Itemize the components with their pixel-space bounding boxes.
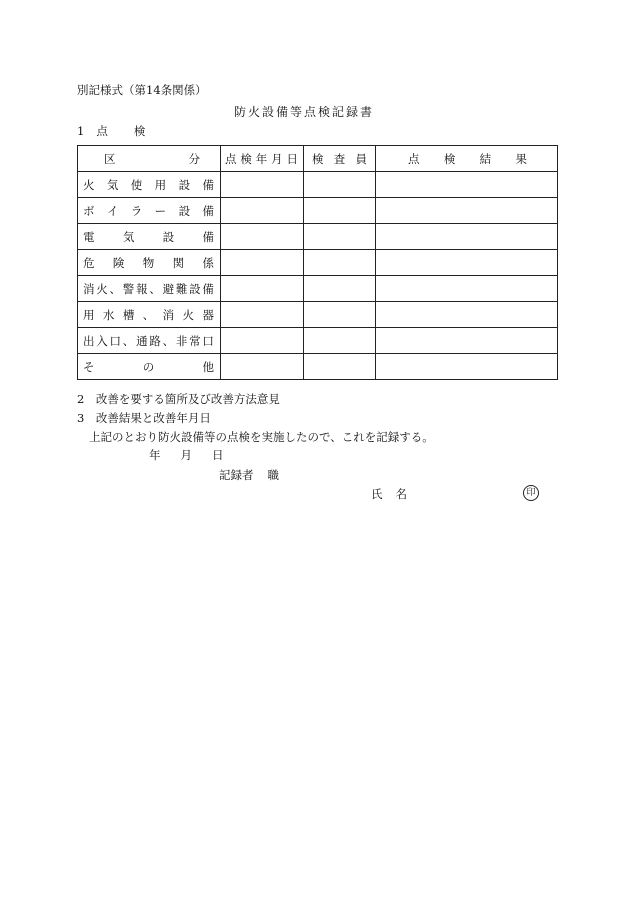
category-label: 消 火 、 警 報 、 避 難 設 備 [83, 281, 214, 296]
header-date-text: 点 検 年 月 日 [225, 151, 298, 166]
section-1-heading [77, 123, 171, 139]
result-cell[interactable] [376, 250, 558, 276]
section-2-heading: 2 改善を要する箇所及び改善方法意見 [77, 392, 280, 406]
category-label: 火 気 使 用 設 備 [83, 177, 214, 192]
date-cell[interactable] [221, 328, 304, 354]
category-cell [78, 276, 221, 302]
result-cell[interactable] [376, 224, 558, 250]
table-row [78, 328, 558, 354]
header-category-text: 区 分 [104, 151, 200, 166]
recorder-line [219, 467, 279, 483]
section-3-heading: 3 改善結果と改善年月日 [77, 411, 211, 425]
section-1-number: 1 [77, 124, 85, 138]
header-result-text: 点 検 結 果 [408, 151, 527, 166]
result-cell[interactable] [376, 328, 558, 354]
inspector-cell[interactable] [304, 328, 376, 354]
result-cell[interactable] [376, 302, 558, 328]
category-cell [78, 354, 221, 380]
category-label: ボ イ ラ ー 設 備 [83, 203, 214, 218]
result-cell[interactable] [376, 172, 558, 198]
table-row [78, 276, 558, 302]
header-result [376, 146, 558, 172]
category-cell [78, 224, 221, 250]
table-row [78, 198, 558, 224]
category-label: そ の 他 [83, 359, 214, 374]
table-header-row [78, 146, 558, 172]
inspector-cell[interactable] [304, 224, 376, 250]
table-row [78, 224, 558, 250]
inspector-cell[interactable] [304, 250, 376, 276]
table-row [78, 172, 558, 198]
form-label: 別記様式（第14条関係） [77, 83, 207, 97]
category-label: 電 気 設 備 [83, 229, 214, 244]
date-cell[interactable] [221, 302, 304, 328]
inspector-cell[interactable] [304, 172, 376, 198]
inspector-cell[interactable] [304, 354, 376, 380]
date-cell[interactable] [221, 198, 304, 224]
header-inspector [304, 146, 376, 172]
result-cell[interactable] [376, 198, 558, 224]
category-cell [78, 172, 221, 198]
document-title: 防火設備等点検記録書 [234, 105, 375, 119]
recorder-label: 記録者 [219, 468, 254, 482]
seal-stamp-icon: 印 [523, 485, 539, 501]
name-line: 氏 名 [371, 487, 407, 501]
date-month-label: 月 [180, 448, 192, 462]
table-row [78, 354, 558, 380]
category-cell [78, 250, 221, 276]
section-1-label: 点検 [96, 124, 172, 138]
date-line [149, 447, 244, 463]
header-inspector-text: 検 査 員 [312, 151, 367, 166]
date-day-label: 日 [212, 448, 224, 462]
table-row [78, 302, 558, 328]
date-cell[interactable] [221, 276, 304, 302]
table-body [78, 172, 558, 380]
date-cell[interactable] [221, 250, 304, 276]
recorder-role-label: 職 [267, 468, 279, 482]
category-label: 用 水 槽 、 消 火 器 [83, 307, 214, 322]
date-cell[interactable] [221, 354, 304, 380]
inspection-table [77, 145, 558, 380]
header-date [221, 146, 304, 172]
category-label: 出 入 口 、 通 路 、 非 常 口 [83, 333, 214, 348]
result-cell[interactable] [376, 276, 558, 302]
category-cell [78, 302, 221, 328]
result-cell[interactable] [376, 354, 558, 380]
category-cell [78, 328, 221, 354]
inspector-cell[interactable] [304, 302, 376, 328]
category-label: 危 険 物 関 係 [83, 255, 214, 270]
date-year-label: 年 [149, 448, 161, 462]
header-category [78, 146, 221, 172]
table-row [78, 250, 558, 276]
date-cell[interactable] [221, 172, 304, 198]
statement-text: 上記のとおり防火設備等の点検を実施したので、これを記録する。 [89, 430, 434, 444]
inspector-cell[interactable] [304, 198, 376, 224]
date-cell[interactable] [221, 224, 304, 250]
inspector-cell[interactable] [304, 276, 376, 302]
category-cell [78, 198, 221, 224]
